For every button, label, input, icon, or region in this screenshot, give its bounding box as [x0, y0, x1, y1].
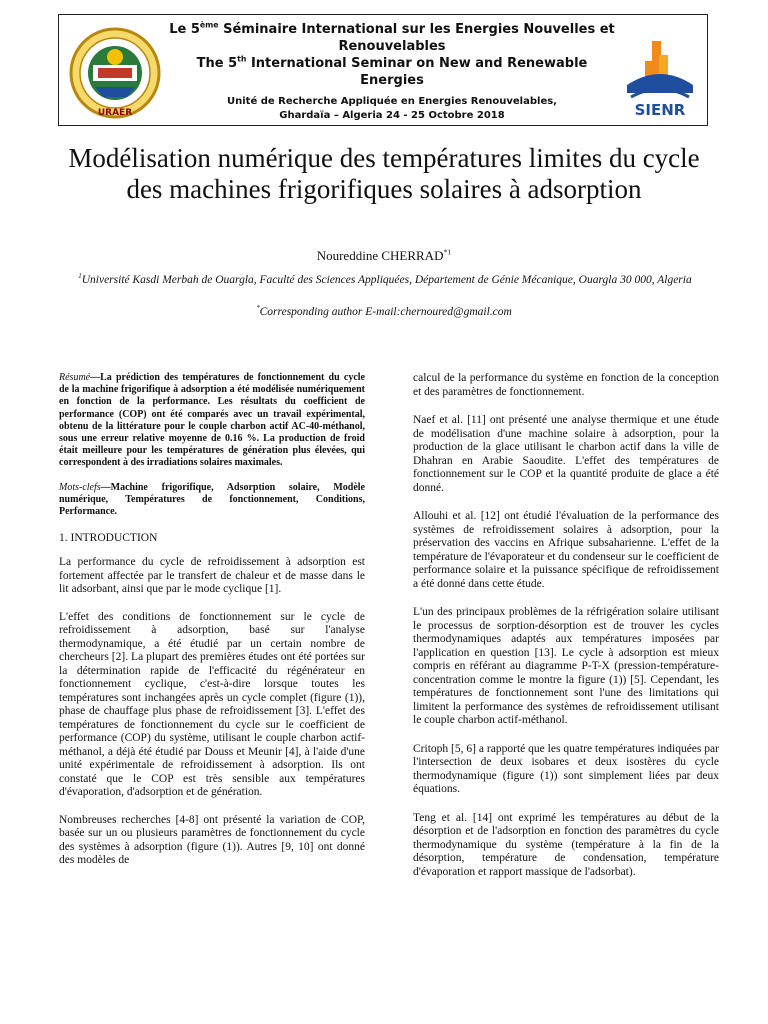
corresponding-author: *Corresponding author E-mail:chernoured@gmail.com [256, 305, 512, 318]
svg-text:URAER: URAER [97, 108, 133, 118]
conference-location-date: Ghardaïa – Algeria 24 - 25 Octobre 2018 [279, 110, 505, 121]
svg-text:SIENR: SIENR [634, 101, 686, 119]
uraer-seal-logo [65, 23, 165, 123]
abstract-label: Résumé [59, 372, 91, 383]
body-paragraph: calcul de la performance du système en fonction de la conception et des paramètres de fonctionnement. [413, 372, 719, 398]
body-paragraph: Critoph [5, 6] a rapporté que les quatre températures indiquées par l'intersection de deux isobares et deux isostères du cycle thermodynamique (figure (1)) sont simplement liées par deux équations. [413, 742, 719, 795]
keywords-text: —Machine frigorifique, Adsorption solaire, Modèle numérique, Températures de fonctionnement, Conditions, Performance. [59, 481, 365, 518]
body-paragraph: L'un des principaux problèmes de la réfrigération solaire utilisant le processus de sorption-désorption est de trouver les cycles thermodynamiques adaptés aux températures imposées par l'application en question [13]. Le cycle à adsorption est mieux compris en référant au diagramme P-T-X (pression-température-concentration comme le montre la figure (1)) [5]. Cependant, les températures de fonctionnement sont l'une des limitations qui limitent la performance des systèmes de refroidissement utilisant le couple charbon actif-méthanol. [413, 606, 719, 726]
author-name: Noureddine CHERRAD [316, 248, 444, 263]
author-line [0, 248, 768, 264]
body-paragraph: L'effet des conditions de fonctionnement sur le cycle de refroidissement à adsorption, basé sur l'analyse thermodynamique, a été étudié par un certain nombre de chercheurs [2]. La plupart des premières études ont été portées sur la détermination rapide de l'efficacité du régénérateur en fonctionnement cyclique, c'est-à-dire lorsque toutes les températures sont inchangées après un cycle complet (figure (1)), phase de chauffage plus phase de refroidissement [3]. L'effet des températures de fonctionnement du cycle sur le coefficient de performance (COP) du système, utilisant le couple charbon actif-méthanol, a déjà été étudié par Douss et Meunir [4], à l'aide d'une unité expérimentale de refroidissement à adsorption. Ils ont constaté que le COP est très sensible aux températures d'évaporation, d'adsorption et de génération. [59, 610, 365, 799]
keywords [59, 482, 365, 519]
paper-title: Modélisation numérique des températures limites du cycle des machines frigorifiques solaires à adsorption [68, 143, 700, 204]
body-paragraph: La performance du cycle de refroidissement à adsorption est fortement affectée par le transfert de chaleur et de masse dans le lit adsorbant, ainsi que par le mode cyclique [1]. [59, 556, 365, 596]
section-heading: 1. INTRODUCTION [59, 532, 158, 545]
author-affiliation: $^1$Université Kasdi Merbah de Ouargla, Faculté des Sciences Appliquées, Département de Génie Mécanique, Ouargla 30 000, Algeria [78, 273, 692, 286]
body-paragraph: Teng et al. [14] ont exprimé les températures au début de la désorption et de l'adsorption en fonction des paramètres du cycle thermodynamique du système (température à la fin de la désorption, température de condensation, température d'évaporation et rapport massique de l'adsorbat). [413, 811, 719, 878]
keywords-label: Mots-clefs [59, 481, 101, 493]
sienr-logo [621, 27, 699, 123]
abstract-text: —La prédiction des températures de fonctionnement du cycle de la machine frigorifique à adsorption a été modélisée numériquement en fonction de la performance. Les résultats du coefficient de performance (COP) ont été comparés avec un travail expérimental, obtenu de la littérature pour le couple charbon actif AC-40-méthanol, sous une erreur relative moyenne de 0.16 %. La production de froid était meilleure pour les températures de génération plus élevées, qui correspondent à des irradiations solaires maximales. [59, 372, 365, 469]
author-marker: *1 [443, 247, 452, 257]
left-column [59, 372, 365, 882]
abstract [59, 372, 365, 470]
body-paragraph: Naef et al. [11] ont présenté une analyse thermique et une étude de modélisation d'une machine solaire à adsorption, pour la production de la glace utilisant le charbon actif dans la ville de Dhahran en Arabie Saoudite. L'effet des températures de fonctionnement sur le COP et la quantité produite de glace a été donné. [413, 414, 719, 494]
conference-header-text [167, 21, 617, 122]
organizer-name: Unité de Recherche Appliquée en Energies Renouvelables, [227, 96, 557, 107]
conference-header [58, 14, 708, 126]
body-paragraph: Nombreuses recherches [4-8] ont présenté la variation de COP, basée sur un ou plusieurs paramètres de fonctionnement du cycle des systèmes à adsorption (figure (1)). Autres [9, 10] ont donné des modèles de [59, 813, 365, 867]
body-paragraph: Allouhi et al. [12] ont étudié l'évaluation de la performance des systèmes de refroidissement solaires à adsorption, pour la préservation des vaccins en Afrique subsaharienne. L'effet de la température de l'évaporateur et du condenseur sur le coefficient de performance solaire et la puissance spécifique de refroidissement a été donné dans cette étude. [413, 510, 719, 590]
right-column [413, 372, 719, 894]
conference-name-fr: Le 5ème Séminaire International sur les Energies Nouvelles et Renouvelables [169, 20, 615, 54]
conference-name-en: The 5th International Seminar on New and Renewable Energies [196, 54, 588, 88]
